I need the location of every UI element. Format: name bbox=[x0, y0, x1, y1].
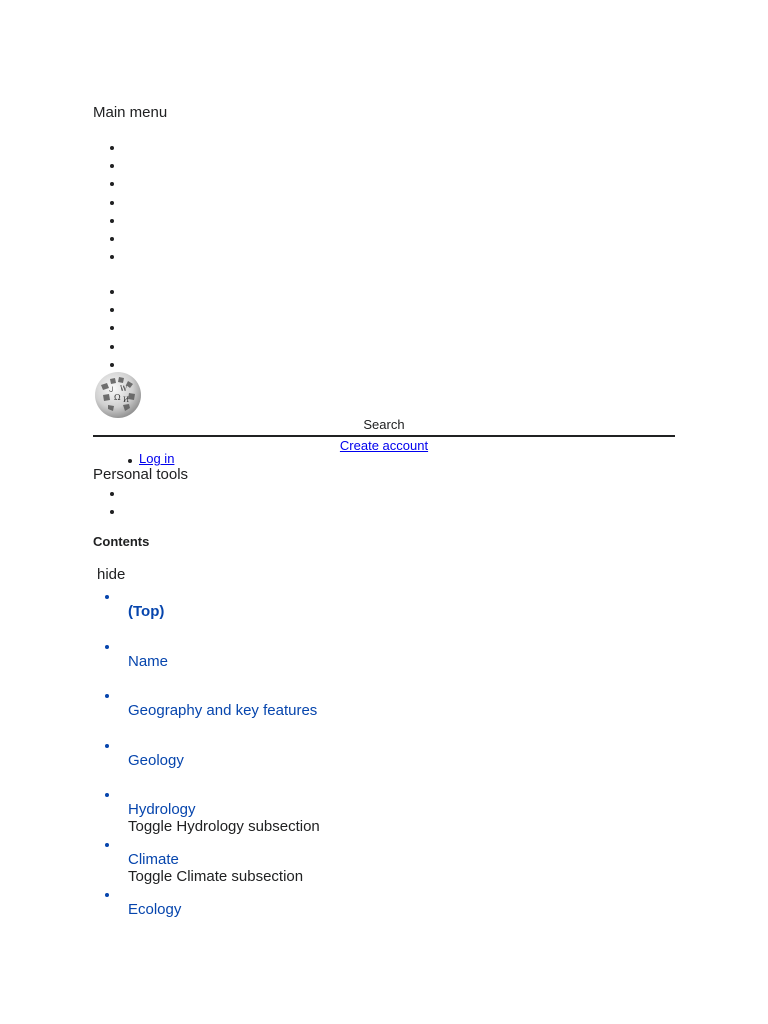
toc-bullet bbox=[105, 744, 109, 748]
toc-hide-button[interactable]: hide bbox=[97, 566, 126, 583]
search-button[interactable]: Search bbox=[363, 417, 405, 432]
list-bullet bbox=[128, 459, 132, 463]
toc-toggle-subsection-button[interactable]: Toggle Climate subsection bbox=[128, 868, 304, 885]
toc-bullet bbox=[105, 793, 109, 797]
personal-tools-label[interactable]: Personal tools bbox=[93, 466, 189, 483]
toc-link[interactable]: Geography and key features bbox=[128, 702, 318, 720]
toc-link[interactable]: Ecology bbox=[128, 900, 182, 918]
toc-bullet bbox=[105, 595, 109, 599]
svg-text:Ω: Ω bbox=[114, 393, 121, 402]
create-account-link[interactable]: Create account bbox=[339, 438, 429, 453]
svg-text:W: W bbox=[120, 385, 128, 393]
toc-toggle-subsection-button[interactable]: Toggle Hydrology subsection bbox=[128, 818, 320, 836]
wikipedia-globe-icon[interactable] bbox=[93, 371, 143, 419]
create-account-link-wrapper bbox=[93, 437, 675, 455]
svg-text:ل: ل bbox=[109, 386, 114, 393]
toc-link[interactable]: Geology bbox=[128, 751, 184, 769]
toc-link[interactable]: Hydrology bbox=[128, 801, 196, 819]
toc-link[interactable]: Climate bbox=[128, 851, 179, 868]
log-in-link[interactable]: Log in bbox=[139, 451, 175, 466]
main-menu-label[interactable]: Main menu bbox=[93, 104, 168, 121]
toc-bullet bbox=[105, 645, 109, 649]
toc-bullet bbox=[105, 893, 109, 897]
contents-heading: Contents bbox=[93, 534, 150, 549]
toc-link[interactable]: (Top) bbox=[128, 603, 165, 620]
toc-bullet bbox=[105, 694, 109, 698]
toc-bullet bbox=[105, 843, 109, 847]
toc-link[interactable]: Name bbox=[128, 652, 169, 670]
svg-text:И: И bbox=[123, 396, 130, 404]
